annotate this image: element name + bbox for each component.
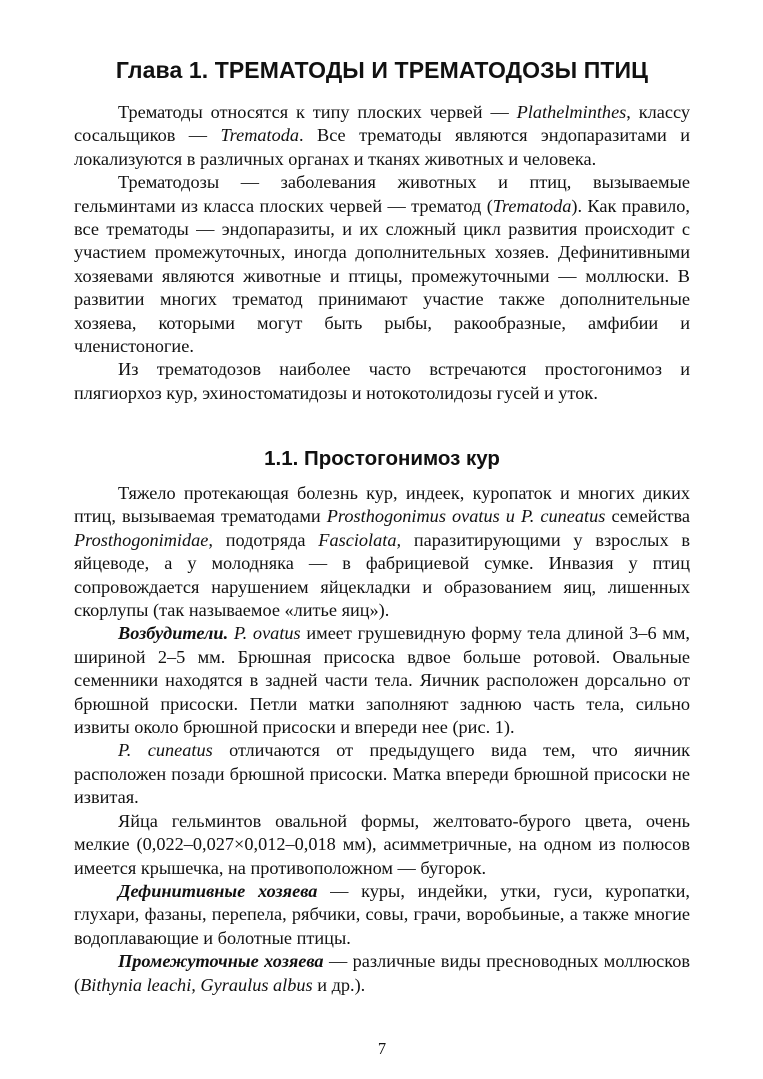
latin-term: Trematoda bbox=[492, 195, 572, 216]
section-paragraph-6 bbox=[74, 950, 690, 997]
intro-section bbox=[74, 101, 690, 405]
subheading-pathogens: Возбудители. bbox=[118, 623, 229, 644]
document-page bbox=[74, 0, 690, 1079]
text-run: , классу сосальщиков — bbox=[74, 102, 690, 146]
text-run: подотряда bbox=[212, 529, 319, 550]
subheading-definitive-hosts: Дефинитивные хозяева bbox=[118, 880, 318, 901]
intro-paragraph-3: Из трематодозов наиболее часто встречаются простогонимоз и плягиорхоз кур, эхиностоматидозы и нотокотолидозы гусей и уток. bbox=[74, 359, 690, 403]
text-run: имеет грушевидную форму тела длиной 3–6 мм, шириной 2–5 мм. Брюшная присоска вдвое больше ротовой. Овальные семенники находятся в задней части тела. Яичник расположен дорсально от брюшной присоски. Петли матки заполняют заднюю часть тела, сильно извиты около брюшной присоски и впереди нее (рис. 1). bbox=[74, 623, 690, 738]
intro-paragraph-1 bbox=[74, 101, 690, 171]
section-body bbox=[74, 482, 690, 997]
bold-term bbox=[118, 881, 317, 901]
chapter-title: Глава 1. ТРЕМАТОДЫ И ТРЕМАТОДОЗЫ ПТИЦ bbox=[115, 57, 649, 83]
text-run: — различные виды пресноводных моллюсков ( bbox=[74, 951, 690, 995]
bold-term bbox=[118, 623, 228, 643]
latin-term: Prosthogonimidae, bbox=[74, 529, 213, 550]
latin-term: Trematoda bbox=[220, 125, 300, 146]
text-run: Трематоды относятся к типу плоских червей — bbox=[118, 102, 517, 122]
text-run: Трематодозы — заболевания животных и птиц, вызываемые гельминтами из класса плоских червей — трематод ( bbox=[74, 172, 690, 216]
latin-term: P. cuneatus bbox=[118, 740, 213, 761]
text-run: — куры, индейки, утки, гуси, куропатки, глухари, фазаны, перепела, рябчики, совы, грачи, воробьиные, а также многие водоплавающие и болотные птицы. bbox=[74, 880, 690, 948]
text-run: и др.). bbox=[312, 974, 366, 995]
page-number: 7 bbox=[377, 1039, 387, 1058]
subheading-intermediate-hosts: Промежуточные хозяева bbox=[118, 951, 324, 972]
latin-term: Bithynia leachi, Gyraulus albus bbox=[80, 974, 313, 995]
latin-term: Fasciolata, bbox=[318, 529, 402, 550]
latin-term: Plathelminthes bbox=[516, 102, 627, 122]
bold-term bbox=[118, 951, 324, 971]
text-run: паразитирующими у взрослых в яйцеводе, а у молодняка — в фабрициевой сумке. Инвазия у птиц сопровождается нарушением яйцекладки и образованием яиц, лишенных скорлупы (так называемое «литье яиц»). bbox=[74, 529, 690, 621]
text-run: отличаются от предыдущего вида тем, что яичник расположен позади брюшной присоски. Матка впереди брюшной присоски не извитая. bbox=[74, 740, 690, 808]
section-paragraph-4: Яйца гельминтов овальной формы, желтовато-бурого цвета, очень мелкие (0,022–0,027×0,012–0,018 мм), асимметричные, на одном из полюсов имеется крышечка, на противоположном — бугорок. bbox=[74, 810, 690, 878]
section-paragraph-1 bbox=[74, 482, 690, 622]
section-paragraph-2 bbox=[74, 622, 690, 739]
intro-paragraph-2 bbox=[74, 171, 690, 358]
text-run: ). Как правило, все трематоды — эндопаразиты, и их сложный цикл развития происходит с участием промежуточных, иногда дополнительных хозяев. Дефинитивными хозяевами являются животные и птицы, промежуточными — моллюски. В развитии многих трематод принимают участие также дополнительные хозяева, которыми могут быть рыбы, ракообразные, амфибии и членистоногие. bbox=[74, 195, 690, 357]
section-title: 1.1. Простогонимоз кур bbox=[264, 447, 500, 470]
latin-term: P. ovatus bbox=[233, 623, 301, 644]
text-run: семейства bbox=[605, 506, 690, 527]
latin-term: Prosthogonimus ovatus и P. cuneatus bbox=[326, 506, 606, 527]
section-paragraph-5 bbox=[74, 880, 690, 950]
text-run: . Все трематоды являются эндопаразитами и локализуются в различных органах и тканях животных и человека. bbox=[74, 125, 690, 169]
section-paragraph-3 bbox=[74, 739, 690, 809]
text-run: Тяжело протекающая болезнь кур, индеек, куропаток и многих диких птиц, вызываемая трематодами bbox=[74, 483, 690, 527]
